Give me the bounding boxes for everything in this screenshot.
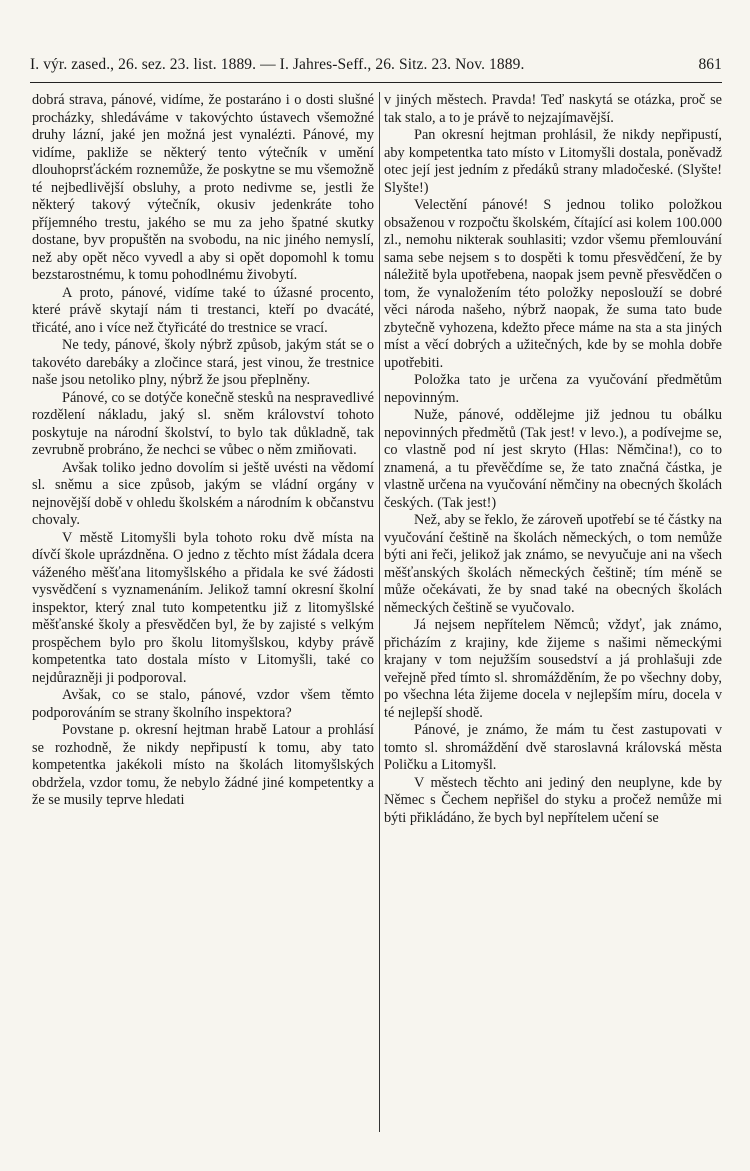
- paragraph: Já nejsem nepřítelem Němců; vždyť, jak známo, přicházím z krajiny, kde žijeme s našimi německými krajany v tom nejužším sousedství a já prohlašuji zde veřejně před tímto sl. shromážděním, že po všechny doby, po všechna léta žijeme docela v nejlepším míru, docela v té nejlepší shodě.: [384, 617, 722, 721]
- header-rule: [30, 82, 722, 83]
- paragraph: Položka tato je určena za vyučování předmětům nepovinným.: [384, 372, 722, 406]
- column-separator: [379, 92, 380, 1132]
- paragraph: dobrá strava, pánové, vidíme, že postaráno i o dosti slušné procházky, shledáváme v takovýchto ústavech všemožné druhy lázní, jaké jen možná jest vynalézti. Pánové, my vidíme, pakliže se některý tento výtečník v umění dlouhoprsťáckém roznemůže, že poskytne se mu všemožně té nejbedlivější obsluhy, a proto nedivme se, jestli že některý takový výtečník, okusiv jedenkráte toho příjemného trestu, jakého se mu za jeho špatné skutky dostane, byv propuštěn na svobodu, na nic jiného nemyslí, než aby opět něco vyvedl a aby si opět dopomohl k tomu bezstarostnému, k tomu pohodlnému živobytí.: [32, 92, 374, 283]
- paragraph: Avšak toliko jedno dovolím si ještě uvésti na vědomí sl. sněmu a sice způsob, jakým se vládní orgány v nejnovější době v ohledu školském a národním k občanstvu chovaly.: [32, 459, 374, 528]
- paragraph: Nuže, pánové, oddělejme již jednou tu obálku nepovinných předmětů (Tak jest! v levo.), a podívejme se, co vlastně pod ní jest skryto (Hlas: Němčina!), co to znamená, a tu převěčdíme se, že tato značná částka, je vlastně určena na vyučování němčiny na obecných školách českých. (Tak jest!): [384, 407, 722, 511]
- paragraph: Povstane p. okresní hejtman hrabě Latour a prohlásí se rozhodně, že nikdy nepřipustí k tomu, aby tato kompetentka jakékoli místo na školách litomyšlských obdržela, vzdor tomu, že nebylo žádné jiné kompetentky a že se musily teprve hledati: [32, 722, 374, 808]
- page-number: 861: [698, 56, 722, 73]
- paragraph: v jiných městech. Pravda! Teď naskytá se otázka, proč se tak stalo, a to je právě to nejzajímavější.: [384, 92, 722, 126]
- paragraph: Velectění pánové! S jednou toliko položkou obsaženou v rozpočtu školském, čítající asi kolem 100.000 zl., nemohu nikterak souhlasiti; vzdor všemu přemlouvání sama sebe nejsem s to dospěti k tomu přesvědčení, že by náležitě byla upotřebena, naopak jsem pevně přesvědčen o tom, že vynaložením této položky neposlouží se dobré věci národa našeho, nýbrž naopak, že suma tato bude zbytečně vyhozena, kdežto přece máme na sta a sta jiných míst a věcí dobrých a užitečných, kde by se mohla dobře upotřebiti.: [384, 197, 722, 371]
- paragraph: V městech těchto ani jediný den neuplyne, kde by Němec s Čechem nepřišel do styku a pročež nemůže mi býti přikládáno, že bych byl nepřítelem učení se: [384, 774, 722, 826]
- paragraph: Avšak, co se stalo, pánové, vzdor všem těmto podporováním se strany školního inspektora?: [32, 687, 374, 721]
- paragraph: Pánové, je známo, že mám tu čest zastupovati v tomto sl. shromáždění dvě staroslavná královská města Poličku a Litomyšl.: [384, 722, 722, 773]
- paragraph: V městě Litomyšli byla tohoto roku dvě místa na dívčí škole uprázdněna. O jedno z těchto míst žádala dcera váženého měšťana litomyšlského a přidala ke své žádosti vysvědčení s vyznamenáním. Jelikož tamní okresní školní inspektor, který znal tuto kompetentku již z litomyšlské měšťanské školy a přesvědčen byl, že by zajisté s velkým prospěchem bylo pro školu litomyšlskou, kdyby právě kompetentka tato dostala místo v Litomyšli, také co nejdůrazněji ji podporoval.: [32, 529, 374, 686]
- paragraph: Pánové, co se dotýče konečně stesků na nespravedlivé rozdělení nákladu, jaký sl. sněm království tohoto poskytuje na národní školství, to bylo tak důkladně, tak zevrubně probráno, že nechci se vůbec o něm zmiňovati.: [32, 389, 374, 458]
- running-title: I. výr. zased., 26. sez. 23. list. 1889. — I. Jahres-Seff., 26. Sitz. 23. Nov. 1889.: [30, 56, 525, 73]
- left-column: [32, 92, 374, 810]
- paragraph: Ne tedy, pánové, školy nýbrž způsob, jakým stát se o takovéto darebáky a zločince stará, jest vinou, že trestnice naše jsou netoliko plny, nýbrž že jsou přeplněny.: [32, 337, 374, 388]
- paragraph: Pan okresní hejtman prohlásil, že nikdy nepřipustí, aby kompetentka tato místo v Litomyšli dostala, poněvadž otec její jest jedním z předáků strany mladočeské. (Slyšte! Slyšte!): [384, 127, 722, 196]
- page-header: [30, 56, 722, 74]
- paragraph: A proto, pánové, vidíme také to úžasné procento, které právě skytají nám ti trestanci, kteří po dvacáté, třicáté, ano i více než čtyřicáté do trestnice se vrací.: [32, 284, 374, 336]
- right-column: [384, 92, 722, 827]
- paragraph: Než, aby se řeklo, že zároveň upotřebí se té částky na vyučování češtině na školách německých, o tom nemůže býti ani řeči, jelikož jak známo, se nevyučuje ani na všech měšťanských školách německých češtině; tím méně se může očekávati, že by snad také na obecných školách německých češtině se vyučovalo.: [384, 512, 722, 616]
